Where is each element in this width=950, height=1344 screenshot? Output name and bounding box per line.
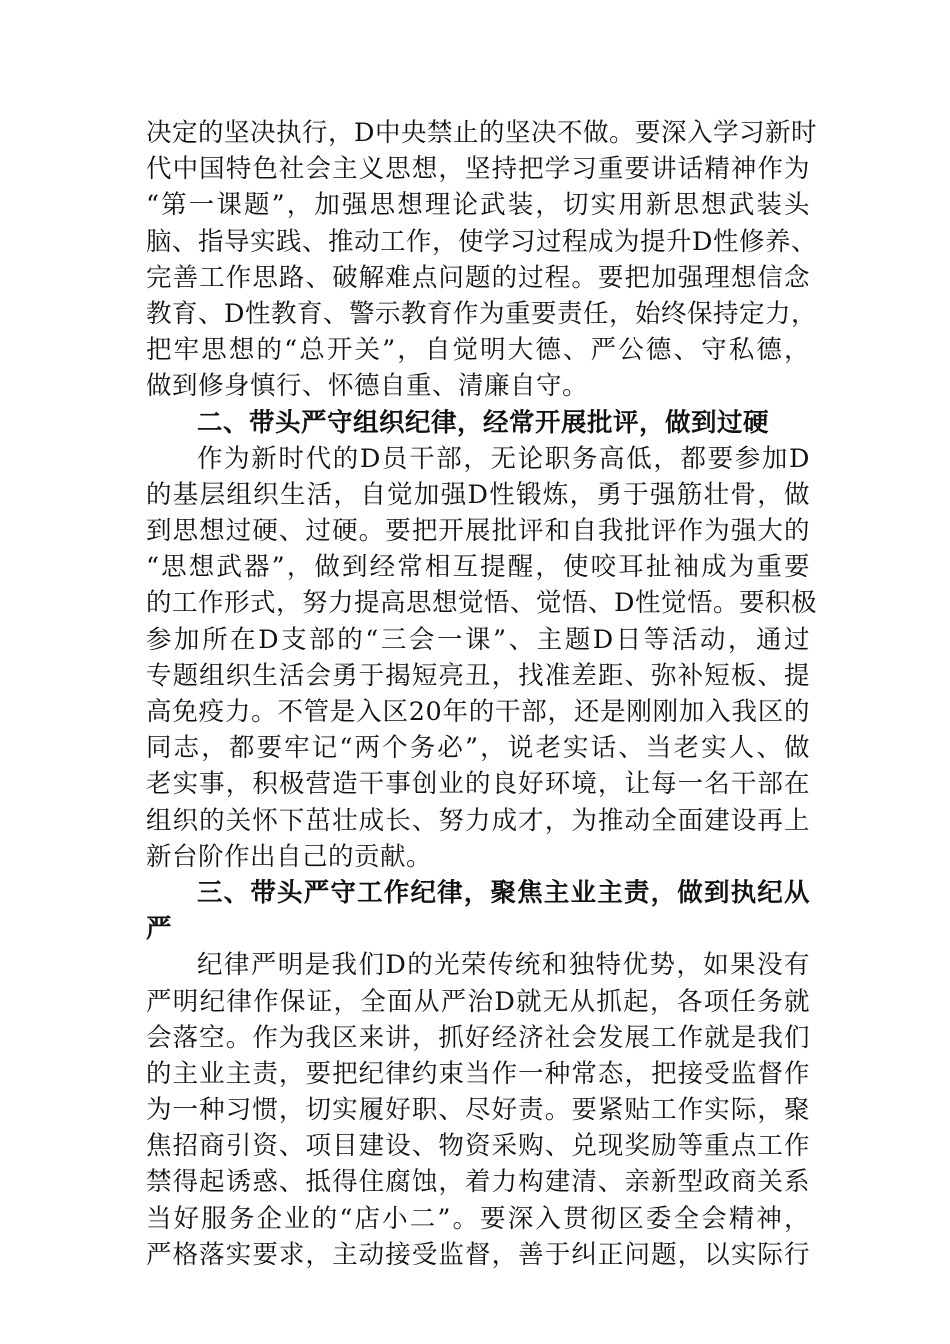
text-line: 作为新时代的D员干部，无论职务高低，都要参加D [197, 443, 810, 474]
text-line: 为一种习惯，切实履好职、尽好责。要紧贴工作实际，聚 [146, 1095, 810, 1126]
text-line: 高免疫力。不管是入区20年的干部，还是刚刚加入我区的 [146, 697, 810, 727]
text-line: 禁得起诱惑、抵得住腐蚀，着力构建清、亲新型政商关系 [146, 1167, 810, 1198]
heading-line: 严 [146, 914, 173, 945]
text-line: 当好服务企业的“店小二”。要深入贯彻区委全会精神， [146, 1203, 810, 1234]
text-line: 教育、D性教育、警示教育作为重要责任，始终保持定力， [146, 298, 817, 329]
text-line: 做到修身慎行、怀德自重、清廉自守。 [146, 371, 589, 402]
text-line: 完善工作思路、破解难点问题的过程。要把加强理想信念 [146, 262, 810, 293]
section-heading-2: 二、带头严守组织纪律，经常开展批评，做到过硬 [197, 407, 770, 438]
text-line: 的基层组织生活，自觉加强D性锻炼，勇于强筋壮骨，做 [146, 479, 810, 510]
document-body [146, 115, 817, 1273]
section-heading-3 [146, 875, 810, 947]
text-line: 严明纪律作保证，全面从严治D就无从抓起，各项任务就 [146, 986, 810, 1017]
paragraph-1 [146, 115, 817, 405]
text-line: 纪律严明是我们D的光荣传统和独特优势，如果没有 [197, 950, 810, 981]
text-line: 的工作形式，努力提高思想觉悟、觉悟、D性觉悟。要积极 [146, 588, 817, 619]
text-line: 的主业主责，要把纪律约束当作一种常态，把接受监督作 [146, 1058, 810, 1089]
text-line: 专题组织生活会勇于揭短亮丑，找准差距、弥补短板、提 [146, 660, 810, 691]
text-line: 新台阶作出自己的贡献。 [146, 841, 433, 872]
text-line: 代中国特色社会主义思想，坚持把学习重要讲话精神作为 [146, 154, 810, 185]
paragraph-3 [146, 947, 810, 1273]
text-line: 老实事，积极营造干事创业的良好环境，让每一名干部在 [146, 769, 810, 800]
text-line: 会落空。作为我区来讲，抓好经济社会发展工作就是我们 [146, 1022, 810, 1053]
text-line: 决定的坚决执行，D中央禁止的坚决不做。要深入学习新时 [146, 118, 817, 148]
paragraph-2 [146, 441, 817, 875]
text-line: “思想武器”，做到经常相互提醒，使咬耳扯袖成为重要 [146, 552, 810, 583]
text-line: 严格落实要求，主动接受监督，善于纠正问题，以实际行 [146, 1239, 810, 1270]
text-line: 同志，都要牢记“两个务必”，说老实话、当老实人、做 [146, 733, 810, 764]
text-line: 参加所在D支部的“三会一课”、主题D日等活动，通过 [146, 624, 810, 655]
heading-line: 三、带头严守工作纪律，聚焦主业主责，做到执纪从 [197, 877, 810, 908]
text-line: 脑、指导实践、推动工作，使学习过程成为提升D性修养、 [146, 226, 817, 257]
text-line: 把牢思想的“总开关”，自觉明大德、严公德、守私德， [146, 335, 810, 366]
text-line: 到思想过硬、过硬。要把开展批评和自我批评作为强大的 [146, 516, 810, 547]
text-line: 焦招商引资、项目建设、物资采购、兑现奖励等重点工作 [146, 1131, 810, 1162]
text-line: “第一课题”，加强思想理论武装，切实用新思想武装头 [146, 190, 810, 221]
text-line: 组织的关怀下茁壮成长、努力成才，为推动全面建设再上 [146, 805, 810, 836]
